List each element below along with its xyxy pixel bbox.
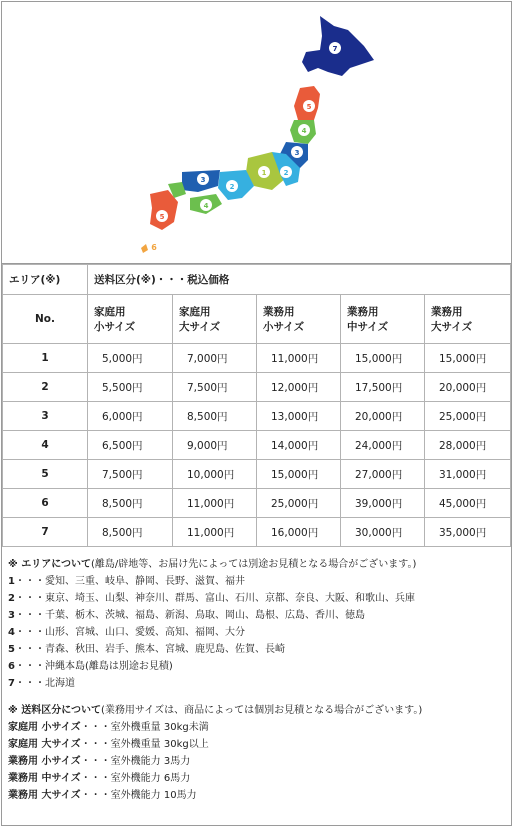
row-number: 7 (3, 518, 88, 547)
area-note-item: 1・・・愛知、三重、岐阜、静岡、長野、滋賀、福井 (8, 576, 245, 587)
size-note-item: 業務用 中サイズ・・・室外機能力 6馬力 (8, 773, 191, 784)
row-number: 3 (3, 402, 88, 431)
rate-cell: 13,000円 (257, 402, 341, 431)
map-marker-5-south: 5 (159, 213, 165, 221)
column-header-home-small: 家庭用 小サイズ (88, 295, 173, 344)
rate-cell: 5,000円 (88, 344, 173, 373)
notes-section (2, 546, 511, 827)
map-marker-6: 6 (151, 243, 157, 252)
table-row (3, 460, 511, 489)
row-number: 2 (3, 373, 88, 402)
rate-cell: 20,000円 (425, 373, 511, 402)
table-header-row (3, 265, 511, 295)
rate-cell: 5,500円 (88, 373, 173, 402)
rate-cell: 15,000円 (257, 460, 341, 489)
no-header: No. (3, 295, 88, 344)
size-notes-title: ※ 送料区分について(業務用サイズは、商品によっては個別お見積となる場合がございます。) (8, 705, 423, 716)
rate-cell: 39,000円 (341, 489, 425, 518)
rate-cell: 6,500円 (88, 431, 173, 460)
rate-cell: 25,000円 (257, 489, 341, 518)
okinawa-region (141, 244, 148, 253)
size-note-item: 家庭用 小サイズ・・・室外機重量 30kg未満 (8, 722, 209, 733)
rate-cell: 15,000円 (425, 344, 511, 373)
map-marker-3-east: 3 (294, 149, 300, 157)
rate-cell: 10,000円 (173, 460, 257, 489)
notes-divider (8, 692, 505, 702)
rate-cell: 9,000円 (173, 431, 257, 460)
row-number: 1 (3, 344, 88, 373)
size-note-item: 業務用 小サイズ・・・室外機能力 3馬力 (8, 756, 191, 767)
rate-cell: 14,000円 (257, 431, 341, 460)
shipping-rate-sheet (1, 1, 512, 826)
rate-cell: 8,500円 (88, 518, 173, 547)
rate-header: 送料区分(※)・・・税込価格 (88, 265, 511, 295)
table-row (3, 518, 511, 547)
rate-cell: 7,500円 (173, 373, 257, 402)
rate-cell: 17,500円 (341, 373, 425, 402)
rate-cell: 15,000円 (341, 344, 425, 373)
column-header-business-large: 業務用 大サイズ (425, 295, 511, 344)
rate-cell: 20,000円 (341, 402, 425, 431)
rate-cell: 35,000円 (425, 518, 511, 547)
rate-cell: 28,000円 (425, 431, 511, 460)
table-row (3, 489, 511, 518)
rate-cell: 7,500円 (88, 460, 173, 489)
rate-cell: 6,000円 (88, 402, 173, 431)
rate-cell: 27,000円 (341, 460, 425, 489)
rate-cell: 11,000円 (173, 518, 257, 547)
rate-cell: 31,000円 (425, 460, 511, 489)
area-note-item: 5・・・青森、秋田、岩手、熊本、宮城、鹿児島、佐賀、長崎 (8, 644, 285, 655)
area-notes-title: ※ エリアについて(離島/辟地等、お届け先によっては別途お見積となる場合がございます。) (8, 559, 417, 570)
map-marker-7: 7 (332, 45, 338, 53)
map-marker-4-north: 4 (301, 127, 307, 135)
area-note-item: 7・・・北海道 (8, 678, 75, 689)
column-header-business-medium: 業務用 中サイズ (341, 295, 425, 344)
japan-zone-map (2, 2, 511, 264)
rate-cell: 24,000円 (341, 431, 425, 460)
area-note-item: 4・・・山形、宮城、山口、愛媛、高知、福岡、大分 (8, 627, 245, 638)
map-marker-3-west: 3 (200, 176, 206, 184)
area-note-item: 6・・・沖縄本島(離島は別途お見積) (8, 661, 173, 672)
map-marker-5-north: 5 (306, 103, 312, 111)
rate-cell: 8,500円 (173, 402, 257, 431)
map-marker-2-east: 2 (283, 169, 289, 177)
rate-cell: 7,000円 (173, 344, 257, 373)
size-note-item: 家庭用 大サイズ・・・室外機重量 30kg以上 (8, 739, 209, 750)
table-column-header-row (3, 295, 511, 344)
area-note-item: 3・・・千葉、栃木、茨城、福島、新潟、鳥取、岡山、島根、広島、香川、徳島 (8, 610, 365, 621)
table-row (3, 344, 511, 373)
row-number: 5 (3, 460, 88, 489)
rate-cell: 8,500円 (88, 489, 173, 518)
rate-cell: 45,000円 (425, 489, 511, 518)
table-row (3, 431, 511, 460)
rate-cell: 11,000円 (173, 489, 257, 518)
map-marker-2-west: 2 (229, 183, 235, 191)
table-row (3, 402, 511, 431)
rate-cell: 12,000円 (257, 373, 341, 402)
row-number: 4 (3, 431, 88, 460)
rate-cell: 16,000円 (257, 518, 341, 547)
area-note-item: 2・・・東京、埼玉、山梨、神奈川、群馬、富山、石川、京都、奈良、大阪、和歌山、兵庫 (8, 593, 415, 604)
map-marker-4-south: 4 (203, 202, 209, 210)
column-header-business-small: 業務用 小サイズ (257, 295, 341, 344)
japan-map-graphic (2, 2, 511, 264)
rate-cell: 11,000円 (257, 344, 341, 373)
rate-cell: 30,000円 (341, 518, 425, 547)
size-note-item: 業務用 大サイズ・・・室外機能力 10馬力 (8, 790, 197, 801)
area-header: エリア(※) (3, 265, 88, 295)
map-marker-1: 1 (261, 169, 267, 177)
shipping-rate-table (2, 264, 511, 547)
rate-cell: 25,000円 (425, 402, 511, 431)
column-header-home-large: 家庭用 大サイズ (173, 295, 257, 344)
row-number: 6 (3, 489, 88, 518)
table-row (3, 373, 511, 402)
